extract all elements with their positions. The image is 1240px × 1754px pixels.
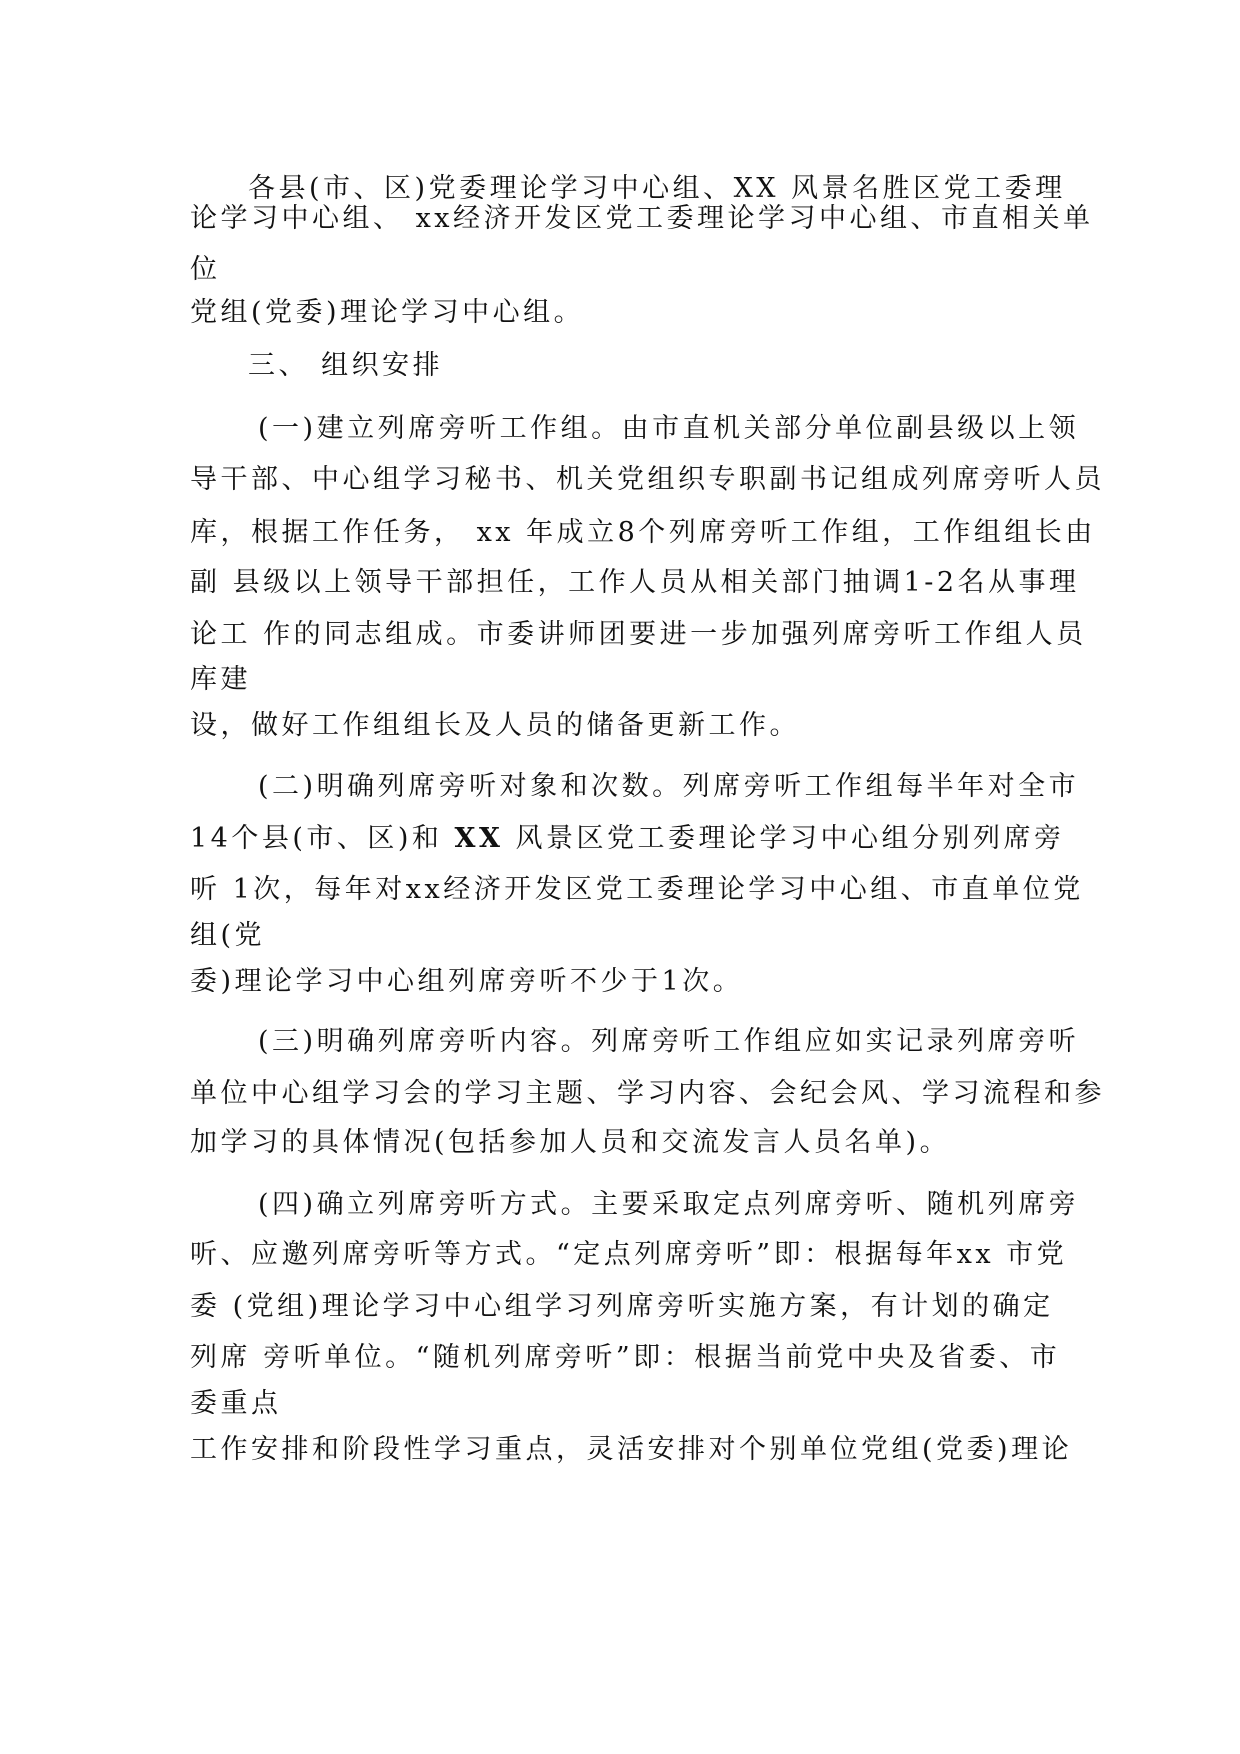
text-line: 论学习中心组、 xx经济开发区党工委理论学习中心组、市直相关单 bbox=[190, 203, 1094, 234]
text-line: 库，根据工作任务， xx 年成立8个列席旁听工作组，工作组组长由 bbox=[190, 517, 1096, 548]
text-line: 论工 作的同志组成。市委讲师团要进一步加强列席旁听工作组人员 bbox=[190, 619, 1087, 650]
text-fragment: 风景区党工委理论学习中心组分别列席旁 bbox=[515, 823, 1065, 854]
text-line: 各县(市、区)党委理论学习中心组、XX 风景名胜区党工委理 bbox=[248, 173, 1066, 204]
text-fragment: 14个县(市、区)和 bbox=[190, 823, 443, 854]
text-line: (一)建立列席旁听工作组。由市直机关部分单位副县级以上领 bbox=[258, 413, 1080, 444]
text-line: 副 县级以上领导干部担任，工作人员从相关部门抽调1-2名从事理 bbox=[190, 567, 1080, 598]
section-heading: 三、 组织安排 bbox=[248, 350, 444, 381]
text-line: (三)明确列席旁听内容。列席旁听工作组应如实记录列席旁听 bbox=[258, 1026, 1080, 1057]
text-line: 位 bbox=[190, 254, 221, 285]
text-line: 听、应邀列席旁听等方式。“定点列席旁听”即：根据每年xx 市党 bbox=[190, 1239, 1068, 1270]
text-line: 党组(党委)理论学习中心组。 bbox=[190, 297, 585, 328]
text-line: 导干部、中心组学习秘书、机关党组织专职副书记组成列席旁听人员 bbox=[190, 464, 1105, 495]
text-line: 委)理论学习中心组列席旁听不少于1次。 bbox=[190, 966, 744, 997]
text-fragment-bold: XX bbox=[454, 823, 504, 854]
text-line: 单位中心组学习会的学习主题、学习内容、会纪会风、学习流程和参 bbox=[190, 1078, 1105, 1109]
text-line: 加学习的具体情况(包括参加人员和交流发言人员名单)。 bbox=[190, 1127, 951, 1158]
text-line: (四)确立列席旁听方式。主要采取定点列席旁听、随机列席旁 bbox=[258, 1189, 1080, 1220]
text-line: 列席 旁听单位。“随机列席旁听”即：根据当前党中央及省委、市 bbox=[190, 1342, 1061, 1373]
text-line: 设，做好工作组组长及人员的储备更新工作。 bbox=[190, 710, 800, 741]
text-line: 库建 bbox=[190, 664, 251, 695]
text-line: 委重点 bbox=[190, 1388, 282, 1419]
text-line: 工作安排和阶段性学习重点，灵活安排对个别单位党组(党委)理论 bbox=[190, 1434, 1073, 1465]
text-line: (二)明确列席旁听对象和次数。列席旁听工作组每半年对全市 bbox=[258, 771, 1080, 802]
text-line: 委 (党组)理论学习中心组学习列席旁听实施方案，有计划的确定 bbox=[190, 1291, 1054, 1322]
text-line: 组(党 bbox=[190, 920, 266, 951]
text-line: 听 1次，每年对xx经济开发区党工委理论学习中心组、市直单位党 bbox=[190, 874, 1084, 905]
text-line bbox=[190, 821, 1065, 857]
